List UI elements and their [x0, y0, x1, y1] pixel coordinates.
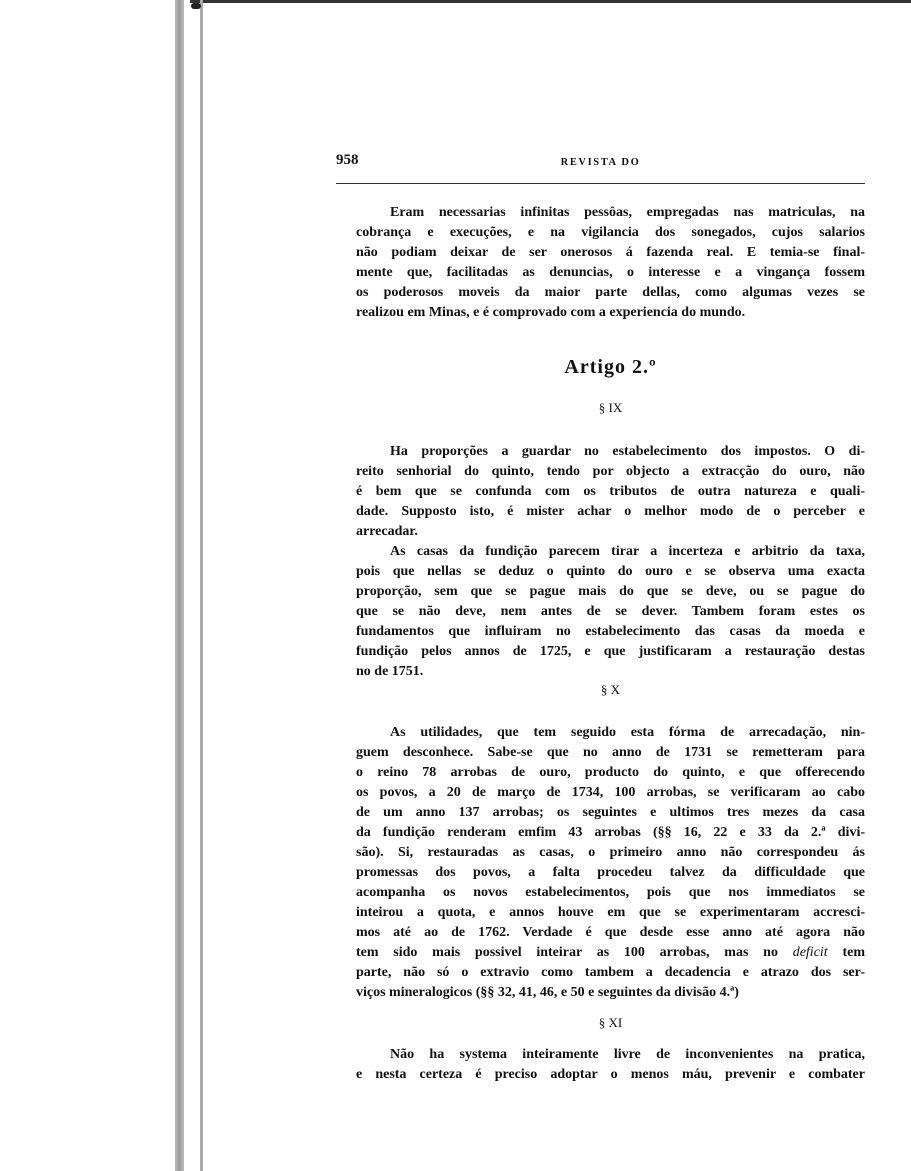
- text-line: pois que nellas se deduz o quinto do ouro e se observa uma exacta: [356, 564, 865, 579]
- text-line: viços mineralogicos (§§ 32, 41, 46, e 50 e seguintes da divisão 4.ª): [356, 985, 739, 1000]
- text-line: os povos, a 20 de março de 1734, 100 arrobas, se verificaram ao cabo: [356, 785, 865, 800]
- text-line: As utilidades, que tem seguido esta fórma de arrecadação, nin-: [390, 725, 865, 740]
- text-line: promessas dos povos, a falta procedeu talvez da difficuldade que: [356, 865, 865, 880]
- italic-word: deficit: [792, 945, 828, 960]
- text-line: não podiam deixar de ser onerosos á fazenda real. E temia-se final-: [356, 245, 865, 260]
- text-line: e nesta certeza é preciso adoptar o menos máu, prevenir e combater: [356, 1067, 865, 1082]
- text-line: guem desconhece. Sabe-se que no anno de 1731 se remetteram para: [356, 745, 865, 760]
- page-number: 958: [336, 152, 359, 168]
- scan-top-edge: [190, 0, 911, 3]
- paragraph: [356, 542, 865, 682]
- text-line: inteirou a quota, e annos houve em que se experimentaram accresci-: [356, 905, 865, 920]
- text-segment: tem: [827, 945, 865, 960]
- text-line: acompanha os novos estabelecimentos, pois que nos immediatos se: [356, 885, 865, 900]
- text-line: é bem que se confunda com os tributos de outra natureza e quali-: [356, 484, 865, 499]
- text-line: os poderosos moveis da maior parte dellas, como algumas vezes se: [356, 285, 865, 300]
- section-heading-ix: § IX: [598, 400, 623, 415]
- text-line: parte, não só o extravio como tambem a decadencia e atrazo dos ser-: [356, 965, 865, 980]
- text-segment: tem sido mais possivel inteirar as 100 arrobas, mas no: [356, 945, 793, 960]
- header-rule: [336, 183, 865, 184]
- text-line: de um anno 137 arrobas; os seguintes e ultimos tres mezes da casa: [356, 805, 865, 820]
- text-line: proporção, sem que se pague mais do que se deve, ou se pague do: [356, 584, 865, 599]
- text-line: fundamentos que influiram no estabelecimento das casas da moeda e: [356, 624, 865, 639]
- paragraph: [356, 1045, 865, 1085]
- book-binding-shadow: [175, 0, 184, 1171]
- text-line: o reino 78 arrobas de ouro, producto do quinto, e que offerecendo: [356, 765, 865, 780]
- binding-mark: [191, 3, 201, 9]
- text-line: dade. Supposto isto, é mister achar o melhor modo de o perceber e: [356, 504, 865, 519]
- article-heading: Artigo 2.º: [564, 356, 657, 378]
- text-line: [356, 943, 865, 963]
- text-line: são). Si, restauradas as casas, o primeiro anno não correspondeu ás: [356, 845, 865, 860]
- running-head: REVISTA DO: [560, 157, 641, 168]
- section-heading-xi: § XI: [598, 1015, 623, 1030]
- text-line: Não ha systema inteiramente livre de inconvenientes na pratica,: [390, 1047, 865, 1062]
- text-line: Eram necessarias infinitas pessôas, empregadas nas matriculas, na: [390, 205, 865, 220]
- paragraph: [356, 442, 865, 542]
- text-line: As casas da fundição parecem tirar a incerteza e arbitrio da taxa,: [390, 544, 865, 559]
- section-heading-x: § X: [600, 682, 621, 697]
- text-line: mente que, facilitadas as denuncias, o interesse e a vingança fossem: [356, 265, 865, 280]
- paragraph: [356, 203, 865, 323]
- text-line: reito senhorial do quinto, tendo por objecto a extracção do ouro, não: [356, 464, 865, 479]
- text-line: arrecadar.: [356, 524, 418, 539]
- text-line: fundição pelos annos de 1725, e que justificaram a restauração destas: [356, 644, 865, 659]
- text-line: da fundição renderam emfim 43 arrobas (§§ 16, 22 e 33 da 2.ª divi-: [356, 825, 865, 840]
- text-line: realizou em Minas, e é comprovado com a experiencia do mundo.: [356, 305, 746, 320]
- text-line: cobrança e execuções, e na vigilancia dos sonegados, cujos salarios: [356, 225, 865, 240]
- book-binding-line: [200, 0, 203, 1171]
- paragraph: [356, 723, 865, 1003]
- text-line: que se não deve, nem antes de se dever. Tambem foram estes os: [356, 604, 865, 619]
- text-line: mos até ao de 1762. Verdade é que desde esse anno até agora não: [356, 925, 865, 940]
- text-line: Ha proporções a guardar no estabelecimento dos impostos. O di-: [390, 444, 865, 459]
- text-line: no de 1751.: [356, 664, 424, 679]
